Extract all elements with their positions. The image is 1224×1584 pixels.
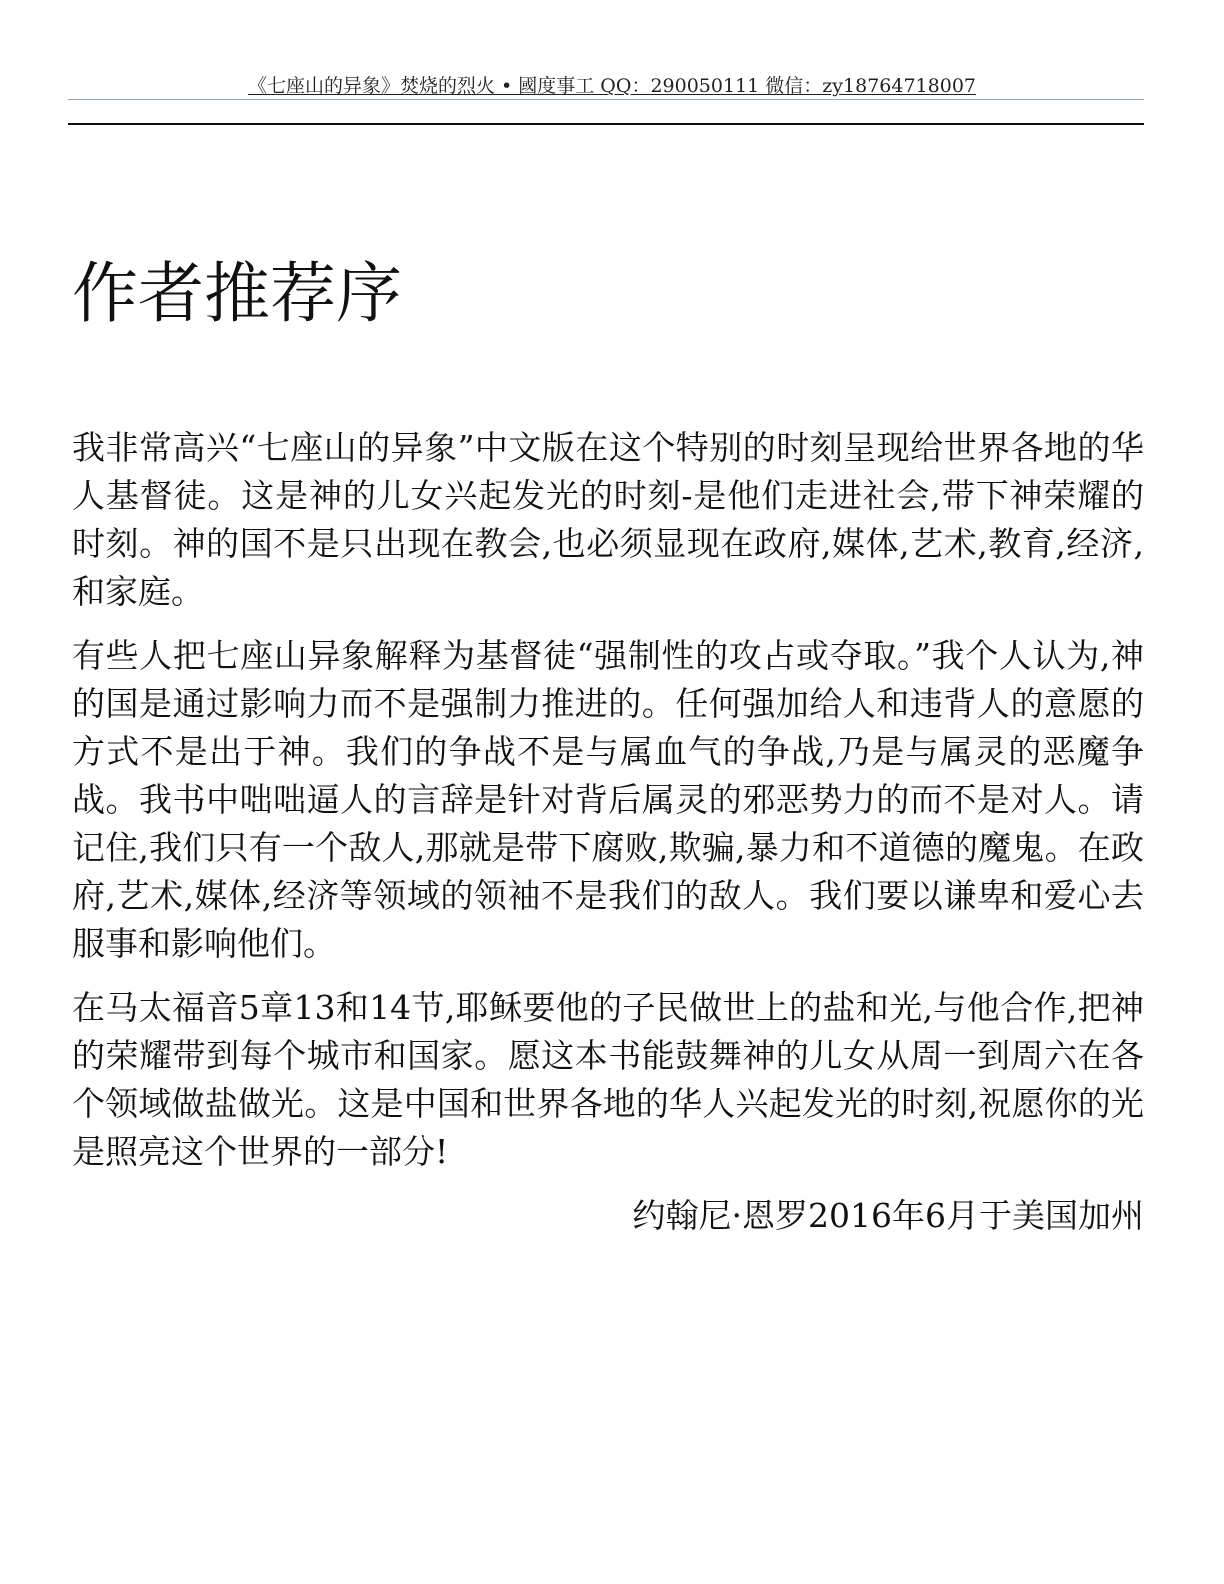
- header-underline-rule: [68, 99, 1144, 100]
- page-title: 作者推荐序: [72, 255, 402, 332]
- running-header-text: 《七座山的异象》焚烧的烈火 • 國度事工 QQ：290050111 微信：zy18764718007: [247, 75, 977, 97]
- signature-line: 约翰尼·恩罗2016年6月于美国加州: [632, 1196, 1144, 1235]
- running-header: [0, 74, 1224, 98]
- paragraph-2: 有些人把七座山异象解释为基督徒“强制性的攻占或夺取。”我个人认为,神的国是通过影响力而不是强制力推进的。任何强加给人和违背人的意愿的方式不是出于神。我们的争战不是与属血气的争战,乃是与属灵的恶魔争战。我书中咄咄逼人的言辞是针对背后属灵的邪恶势力的而不是对人。请记住,我们只有一个敌人,那就是带下腐败,欺骗,暴力和不道德的魔鬼。在政府,艺术,媒体,经济等领域的领袖不是我们的敌人。我们要以谦卑和爱心去服事和影响他们。: [72, 636, 1144, 963]
- preface-body: [72, 424, 1144, 1240]
- paragraph-3: 在马太福音5章13和14节,耶稣要他的子民做世上的盐和光,与他合作,把神的荣耀带到每个城市和国家。愿这本书能鼓舞神的儿女从周一到周六在各个领域做盐做光。这是中国和世界各地的华人兴起发光的时刻,祝愿你的光是照亮这个世界的一部分!: [72, 988, 1144, 1171]
- header-separator-rule: [68, 123, 1144, 125]
- paragraph-1: 我非常高兴“七座山的异象”中文版在这个特别的时刻呈现给世界各地的华人基督徒。这是神的儿女兴起发光的时刻-是他们走进社会,带下神荣耀的时刻。神的国不是只出现在教会,也必须显现在政府,媒体,艺术,教育,经济,和家庭。: [72, 428, 1144, 611]
